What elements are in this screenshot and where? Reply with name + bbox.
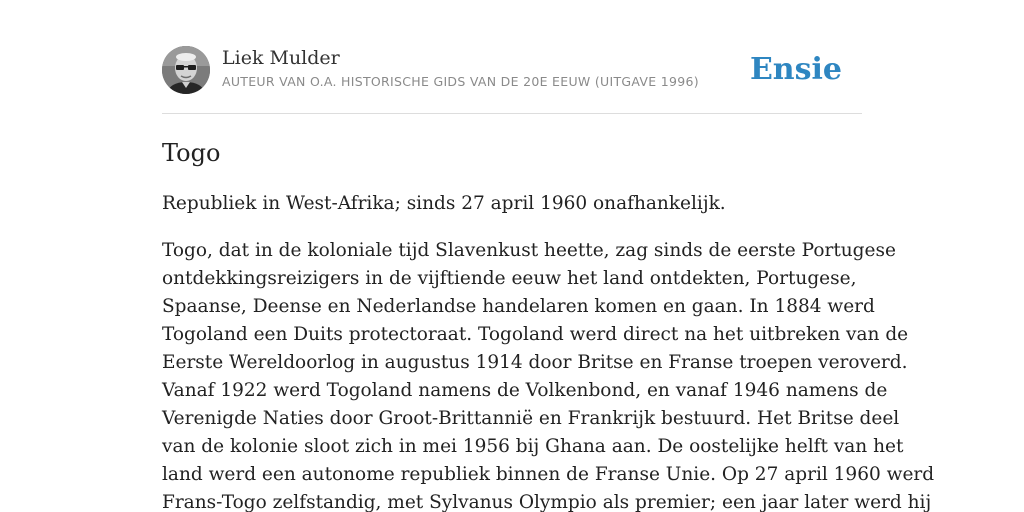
article-body-line: Eerste Wereldoorlog in augustus 1914 door Britse en Franse troepen veroverd. [162, 352, 908, 373]
article-intro: Republiek in West-Afrika; sinds 27 april 1960 onafhankelijk. [162, 193, 726, 214]
article-body-line: ontdekkingsreizigers in de vijftiende eeuw het land ontdekten, Portugese, [162, 268, 857, 289]
article-title: Togo [162, 139, 221, 167]
header-divider [162, 113, 862, 114]
article-body-line: Spaanse, Deense en Nederlandse handelaren komen en gaan. In 1884 werd [162, 296, 875, 317]
article-body-line: Vanaf 1922 werd Togoland namens de Volkenbond, en vanaf 1946 namens de [162, 380, 888, 401]
author-header [162, 46, 862, 96]
author-description: AUTEUR VAN O.A. HISTORISCHE GIDS VAN DE 20E EEUW (UITGAVE 1996) [222, 74, 699, 89]
article-body-line: Togoland een Duits protectoraat. Togoland werd direct na het uitbreken van de [162, 324, 909, 345]
article-body-line: land werd een autonome republiek binnen de Franse Unie. Op 27 april 1960 werd [162, 464, 935, 485]
author-portrait [162, 46, 210, 94]
author-avatar[interactable] [162, 46, 210, 94]
article-body-line: van de kolonie sloot zich in mei 1956 bij Ghana aan. De oostelijke helft van het [162, 436, 904, 457]
author-name[interactable]: Liek Mulder [222, 47, 340, 69]
article-body-line: Frans-Togo zelfstandig, met Sylvanus Olympio als premier; een jaar later werd hij [162, 492, 932, 512]
article-body-line: Verenigde Naties door Groot-Brittannië en Frankrijk bestuurd. Het Britse deel [162, 408, 900, 429]
article-body [162, 237, 935, 512]
brand-logo[interactable]: Ensie [749, 52, 842, 87]
article-body-line: Togo, dat in de koloniale tijd Slavenkust heette, zag sinds de eerste Portugese [162, 240, 896, 261]
